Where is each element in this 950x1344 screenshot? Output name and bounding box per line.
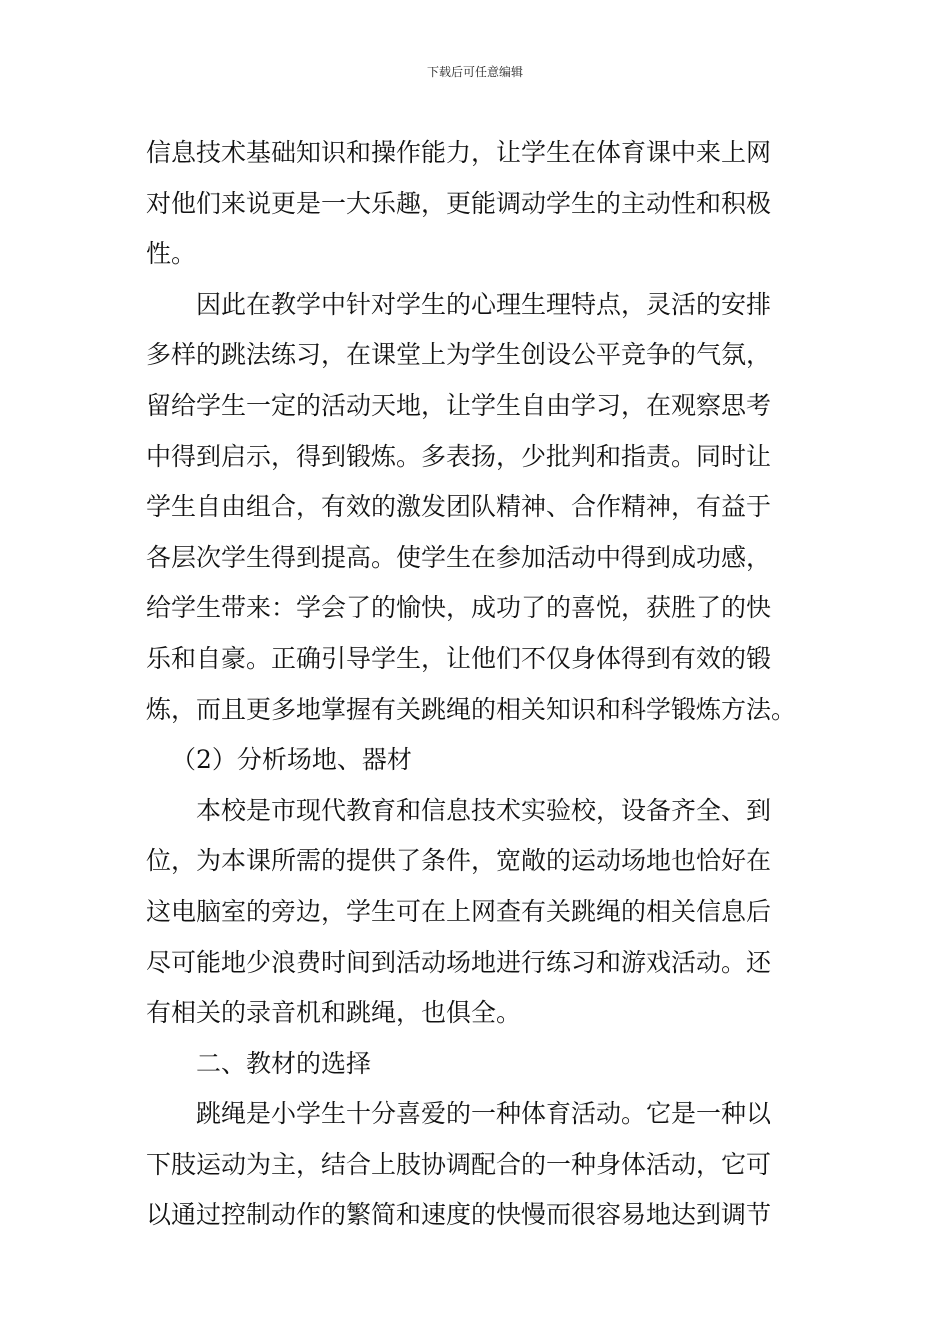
text-line: 因此在教学中针对学生的心理生理特点，灵活的安排 <box>196 289 772 319</box>
text-line: 留给学生一定的活动天地，让学生自由学习，在观察思考 <box>146 390 772 420</box>
text-line: 这电脑室的旁边，学生可在上网查有关跳绳的相关信息后 <box>146 896 772 926</box>
text-line: 下肢运动为主，结合上肢协调配合的一种身体活动，它可 <box>146 1149 772 1179</box>
text-line: 信息技术基础知识和操作能力，让学生在体育课中来上网 <box>146 138 772 167</box>
section-heading: 二、教材的选择 <box>196 1048 372 1078</box>
text-line: 乐和自豪。正确引导学生，让他们不仅身体得到有效的锻 <box>146 643 772 673</box>
text-line: 各层次学生得到提高。使学生在参加活动中得到成功感， <box>146 542 772 572</box>
document-body <box>146 128 810 1241</box>
section-heading: （2）分析场地、器材 <box>171 745 412 775</box>
text-line: 位，为本课所需的提供了条件，宽敞的运动场地也恰好在 <box>146 846 772 876</box>
text-line: 性。 <box>146 239 197 269</box>
text-line: 尽可能地少浪费时间到活动场地进行练习和游戏活动。还 <box>146 947 772 977</box>
text-line: 对他们来说更是一大乐趣，更能调动学生的主动性和积极 <box>146 188 772 218</box>
text-line: 中得到启示，得到锻炼。多表扬，少批判和指责。同时让 <box>146 441 772 471</box>
page-header: 下载后可任意编辑 <box>426 65 523 79</box>
text-line: 学生自由组合，有效的激发团队精神、合作精神，有益于 <box>146 492 772 522</box>
text-line: 多样的跳法练习，在课堂上为学生创设公平竞争的气氛， <box>146 340 772 370</box>
text-line: 跳绳是小学生十分喜爱的一种体育活动。它是一种以 <box>196 1099 772 1129</box>
text-line: 有相关的录音机和跳绳，也俱全。 <box>146 998 522 1028</box>
text-line: 给学生带来：学会了的愉快，成功了的喜悦，获胜了的快 <box>146 593 772 623</box>
text-line: 炼，而且更多地掌握有关跳绳的相关知识和科学锻炼方法。 <box>146 694 797 724</box>
text-line: 本校是市现代教育和信息技术实验校，设备齐全、到 <box>196 795 772 825</box>
text-line: 以通过控制动作的繁简和速度的快慢而很容易地达到调节 <box>146 1200 772 1230</box>
